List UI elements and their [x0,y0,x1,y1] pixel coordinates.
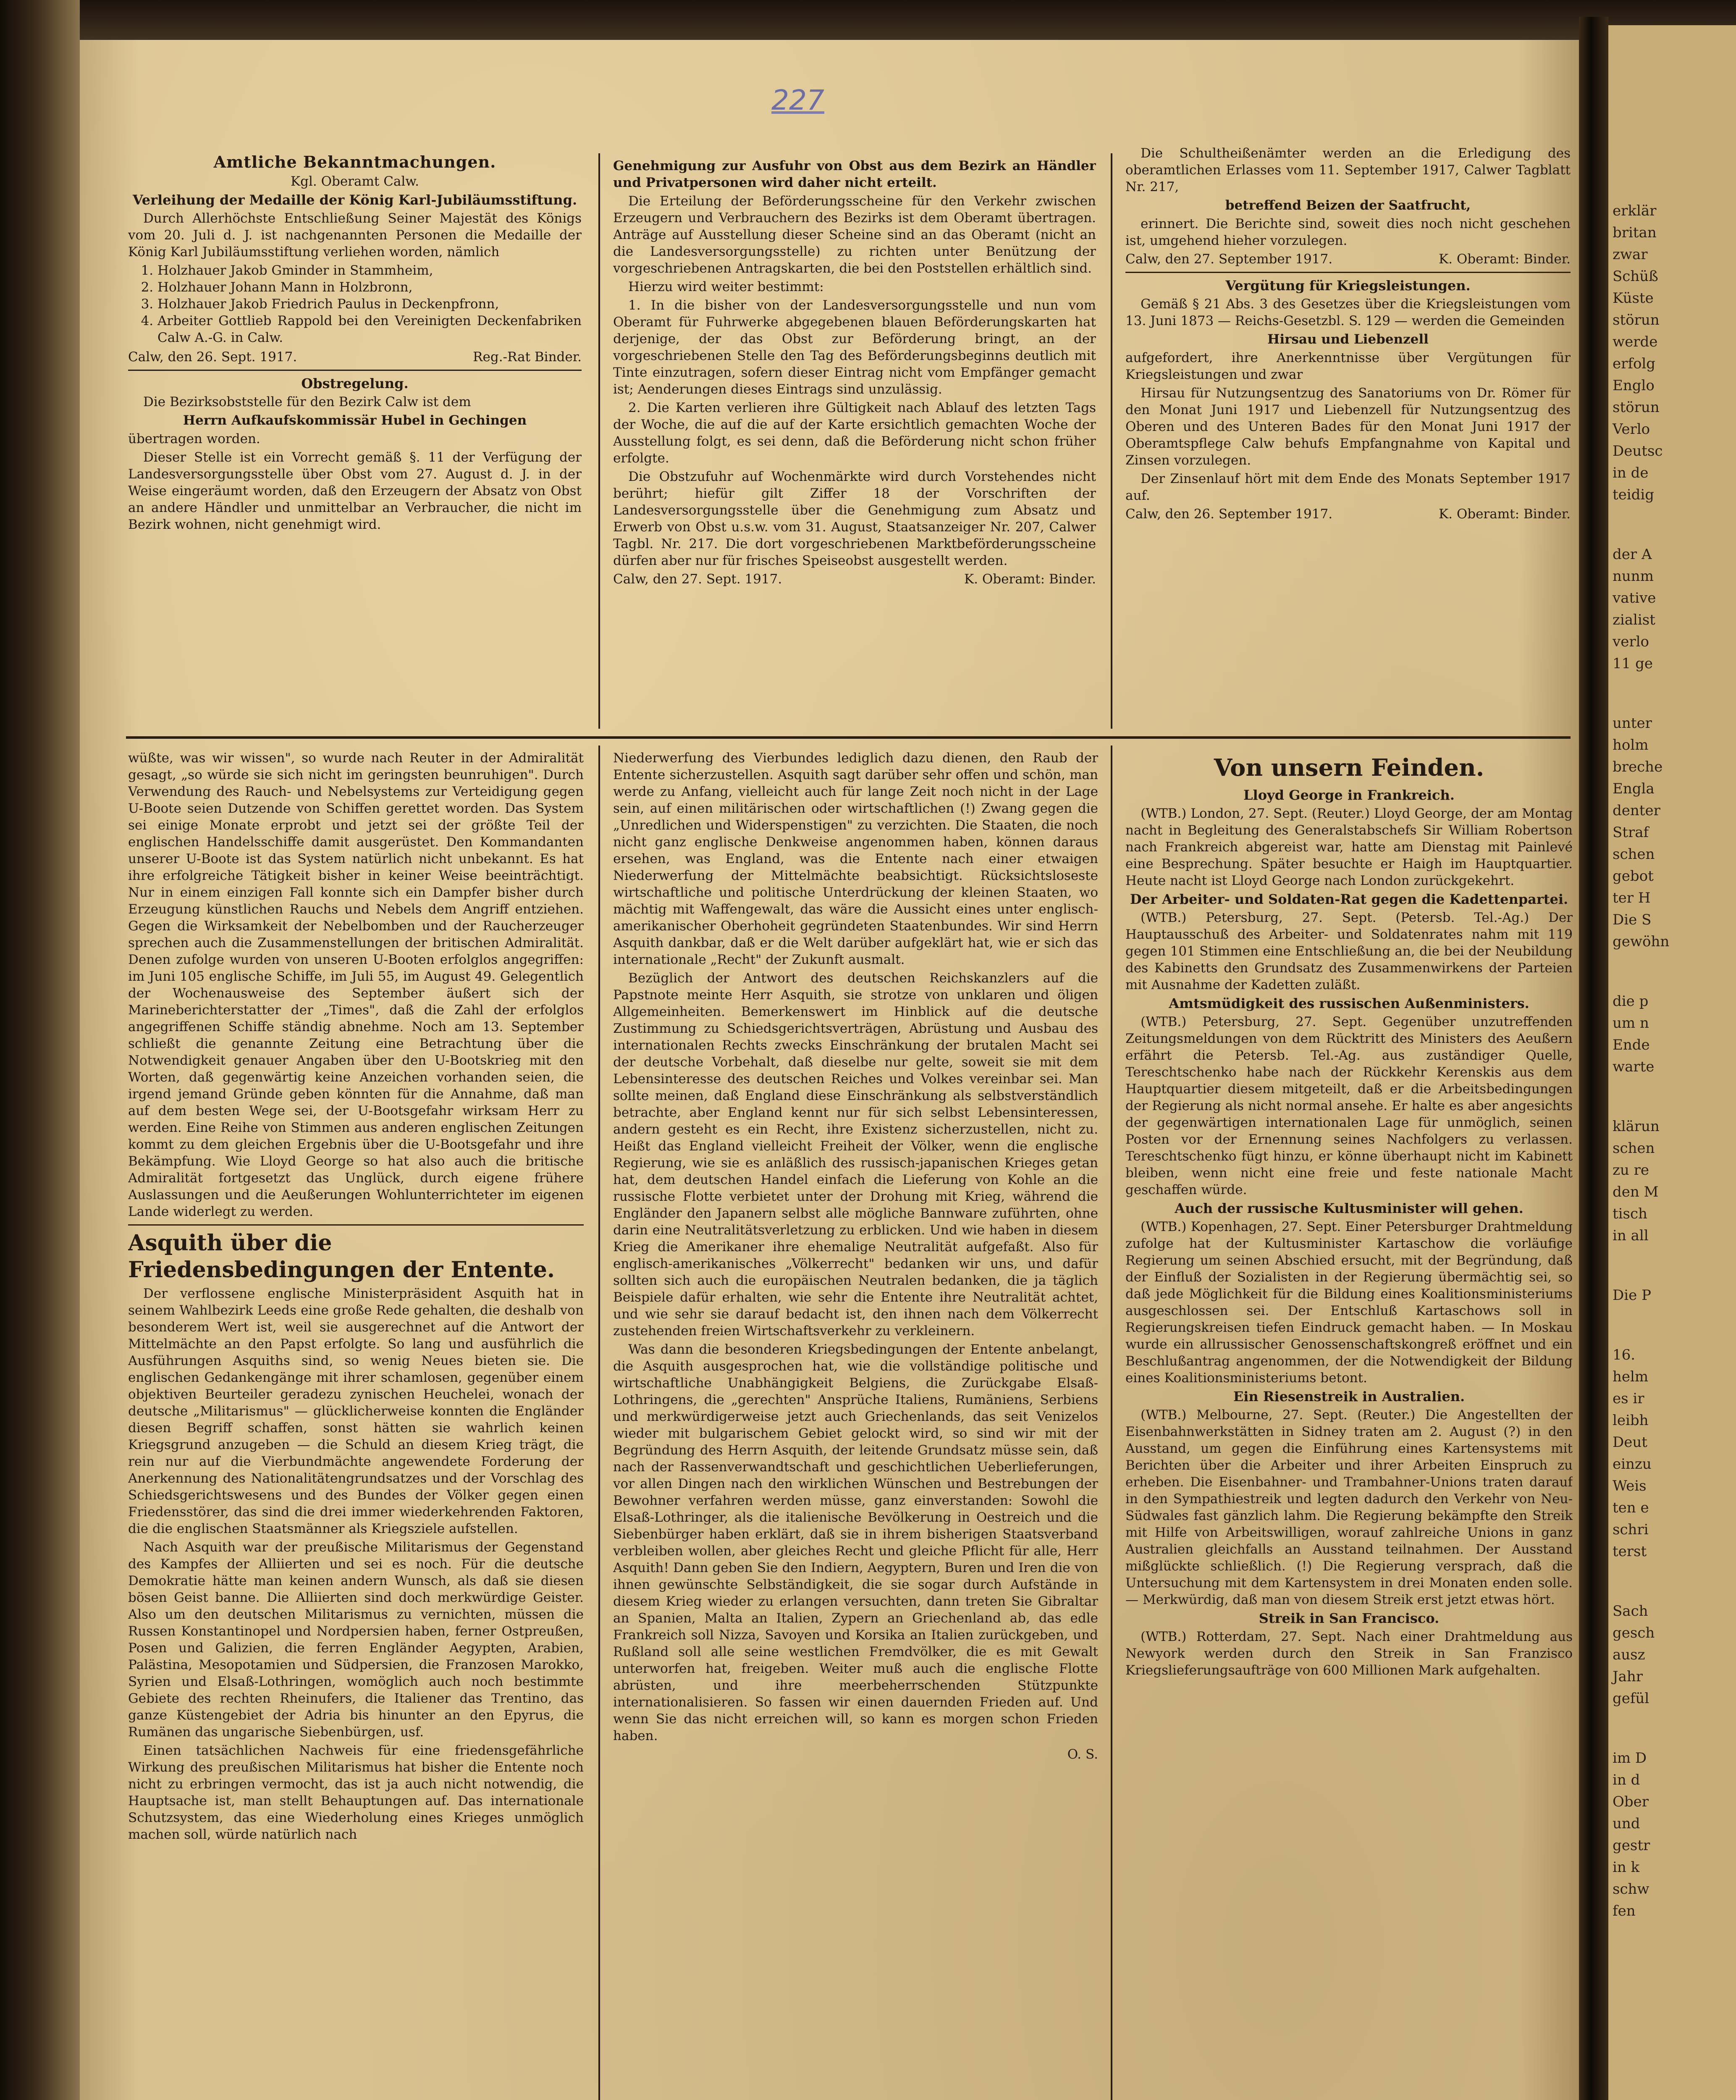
list-item: 1. Holzhauer Jakob Gminder in Stammheim, [157,262,582,279]
page-number: 227 [771,84,824,116]
next-page-fragment: breche [1613,759,1663,775]
next-page-fragment: teidig [1613,486,1655,503]
paragraph: aufgefordert, ihre Anerkenntnisse über Vergütungen für Kriegsleistungen und zwar [1125,350,1571,382]
next-page-fragment: es ir [1613,1390,1644,1407]
next-page-fragment: fen [1613,1903,1636,1919]
next-page-fragment: ten e [1613,1499,1649,1516]
next-page-fragment: zwar [1613,246,1648,263]
signature-name: K. Oberamt: Binder. [1438,252,1571,267]
next-page-fragment: schen [1613,846,1655,863]
next-page-fragment: schen [1613,1140,1655,1157]
subheading: Der Arbeiter- und Soldaten-Rat gegen die Kadettenpartei. [1130,891,1568,907]
next-page-fragment: werde [1613,333,1658,350]
next-page-fragment: denter [1613,802,1660,819]
next-page-fragment: einzu [1613,1456,1652,1473]
next-page-fragment: Sach [1613,1603,1648,1620]
paragraph: betreffend Beizen der Saatfrucht, [1225,198,1471,213]
paragraph: 1. In die bisher von der Landesversorgungsstelle und nun vom Oberamt für Fuhrwerke abgegebenen blauen Beförderungskarten hat derjenige, der das Obst zur Beförderung bringt, an der vorgeschriebenen Stelle den Tag des Beförderungsbeginns deutlich mit Tinte einzutragen, sofern dieser Eintrag nicht vom Empfänger gemacht ist; Aenderungen dieses Eintrags sind unzulässig. [613,298,1096,397]
paragraph: Herrn Aufkaufskommissär Hubel in Gechingen [183,413,527,428]
paragraph: Hierzu wird weiter bestimmt: [628,279,824,294]
signature-name: K. Oberamt: Binder. [1438,507,1571,522]
paragraph: Genehmigung zur Ausfuhr von Obst aus dem Bezirk an Händler und Privatpersonen wird daher nicht erteilt. [613,158,1096,190]
section-heading: Amtliche Bekanntmachungen. [213,152,496,171]
next-page-fragment: zialist [1613,612,1655,628]
page-gutter [1579,17,1608,2100]
next-page-fragment: erklär [1613,202,1657,219]
paragraph: (WTB.) Kopenhagen, 27. Sept. Einer Petersburger Drahtmeldung zufolge hat der Kultusminister Kartaschow die vorläufige Regierung um seinen Abschied ersucht, mit der Begründung, daß der Einfluß der Sozialisten in der Regierung übermächtig sei, so daß jede Möglichkeit für die Bildung eines Koalitionsministeriums ausgeschlossen sei. Der Entschluß Kartaschows soll in Regierungskreisen tiefen Eindruck gemacht haben. — In Moskau wurde ein allrussischer Genossenschaftskongreß eröffnet und ein Beschlußantrag angenommen, der die Notwendigkeit der Bildung eines Koalitionsministeriums betont. [1125,1219,1573,1386]
next-page-fragment: leibh [1613,1412,1649,1429]
next-page-fragment: unter [1613,715,1652,732]
next-page-fragment: und [1613,1815,1640,1832]
column-rule [1111,746,1112,2100]
article-title: Asquith über die Friedensbedingungen der Entente. [128,1230,555,1283]
next-page-fragment: gebot [1613,868,1654,885]
paragraph: (WTB.) London, 27. Sept. (Reuter.) Lloyd George, der am Montag nacht in Begleitung des Generalstabschefs Sir William Robertson nach Frankreich abgereist war, hatte am Dienstag mit Painlevé eine Besprechung. Später besuchte er Haigh im Hauptquartier. Heute nacht ist Lloyd George nach London zurückgekehrt. [1125,806,1573,888]
paragraph: Nach Asquith war der preußische Militarismus der Gegenstand des Kampfes der Alliierten und sei es noch. Für die deutsche Demokratie hätte man keinen andern Wunsch, als daß sie diesen bösen Geist banne. Die Alliierten sind doch merkwürdige Geister. Also um den deutschen Militarismus zu vernichten, müssen die Russen Konstantinopel und Nordpersien haben, ferner Ostpreußen, Posen und Galizien, die ferren Engländer Aegypten, Arabien, Palästina, Mesopotamien und Südpersien, die Franzosen Marokko, Syrien und Elsaß-Lothringen, womöglich auch noch bestimmte Gebiete des rechten Rheinufers, die Italiener das Trentino, das ganze Küstengebiet der Adria bis hinunter an den Epyrus, die Rumänen das ungarische Siebenbürgen, usf. [128,1540,584,1740]
paragraph: Was dann die besonderen Kriegsbedingungen der Entente anbelangt, die Asquith ausgesprochen hat, wie die vollständige politische und wirtschaftliche Unabhängigkeit Belgiens, die Zurückgabe Elsaß-Lothringens, die „gerechten" Ansprüche Italiens, Rumäniens, Serbiens und merkwürdigerweise jetzt auch Griechenlands, das seit Venizelos wieder mit bulgarischem Gebiet gelockt wird, so sind wir mit der Begründung des Herrn Asquith, der leitende Grundsatz müsse sein, daß nach der Rassenverwandtschaft und geschichtlichen Ueberlieferungen, vor allen Dingen nach den wirklichen Wünschen und Bestrebungen der Bewohner verfahren werden müsse, ganz einverstanden: Sowohl die Elsaß-Lothringer, als die italienische Bevölkerung in Oestreich und die Siebenbürger haben erklärt, daß sie in ihrem bisherigen Staatsverband verbleiben wollen, aber gleiches Recht und gleiche Pflicht für alle, Herr Asquith! Dann geben Sie den Indiern, Aegyptern, Buren und Iren die von ihnen gewünschte Selbständigkeit, die sie sogar durch Aufstände in diesem Krieg wieder zu erlangen versuchten, dann treten Sie Gibraltar an Spanien, Malta an Italien, Zypern an Griechenland ab, das edle Frankreich soll Nizza, Savoyen und Korsika an Italien zurückgeben, und Rußland soll alle seine westlichen Fremdvölker, die es mit Gewalt unterworfen hat, freigeben. Weiter muß auch die englische Flotte abrüsten, und ihre meerbeherrschenden Stützpunkte internationalisieren. So fassen wir einen dauernden Frieden auf. Und wenn Sie das nicht erreichen will, so kann es morgen schon Frieden haben. [613,1342,1098,1743]
next-page-fragment: im D [1613,1750,1647,1767]
next-page-fragment: terst [1613,1543,1647,1560]
subheading: Amtsmüdigkeit des russischen Außenministers. [1169,995,1529,1011]
list-item: 3. Holzhauer Jakob Friedrich Paulus in Deckenpfronn, [157,296,582,312]
newspaper-page [80,40,1579,2100]
divider [128,370,582,371]
paragraph: Dieser Stelle ist ein Vorrecht gemäß §. 11 der Verfügung der Landesversorgungsstelle über Obst vom 27. August d. J. in der Weise eingeräumt worden, daß den Erzeugern der Absatz von Obst an andere Händler und unmittelbar an Verbraucher, die nicht im Bezirk wohnen, nicht genehmigt wird. [128,450,582,532]
column-rule [598,153,600,729]
signature-line [1125,506,1571,522]
next-page-fragment: Ober [1613,1793,1649,1810]
next-page-fragment: störun [1613,312,1660,328]
paragraph: (WTB.) Petersburg, 27. Sept. (Petersb. Tel.-Ag.) Der Hauptausschuß des Arbeiter- und Soldatenrates nahm mit 119 gegen 101 Stimmen eine Entschließung an, die bei der Neubildung des Kabinetts den Grundsatz des Zusammenwirkens der Parteien mit Ausnahme der Kadetten zuläßt. [1125,910,1573,992]
next-page-fragment: britan [1613,224,1657,241]
top-col-2 [613,158,1096,733]
list-item: 2. Holzhauer Johann Mann in Holzbronn, [157,279,582,296]
next-page-fragment: ter H [1613,890,1651,906]
bottom-col-1 [128,750,584,2100]
signature-place: Calw, den 27. Sept. 1917. [613,572,782,587]
next-page-fragment: in de [1613,465,1649,481]
next-page-fragment: gesch [1613,1625,1655,1641]
next-page-fragment: Engla [1613,780,1655,797]
paragraph: Der verflossene englische Ministerpräsident Asquith hat in seinem Wahlbezirk Leeds eine große Rede gehalten, die deshalb von besonderem Wert ist, weil sie ausgerechnet auf die Antwort der Mittelmächte an den Papst erfolgte. So lang und ausführlich die Ausführungen Asquiths sind, so wenig Neues bieten sie. Die englischen Gedankengänge mit ihrer schamlosen, gegenüber einem objektiven Beurteiler geradezu zynischen Heuchelei, wonach der deutsche „Militarismus" — glücklicherweise konnten die Engländer diesen Begriff schaffen, sonst hätten sie wahrlich keinen Kriegsgrund anzugeben — die Schuld an diesem Krieg trägt, die rein nur auf die Vierbundmächte angewendete Forderung der Anerkennung des Nationalitätengrundsatzes und der Vorschlag des Schiedsgerichtswesens und des Bundes der Völker gegen einen Friedensstörer, das sind die drei immer wiederkehrenden Faktoren, die die englischen Staatsmänner als Kriegsziele aufstellen. [128,1286,584,1536]
list-item: 4. Arbeiter Gottlieb Rappold bei den Vereinigten Deckenfabriken Calw A.-G. in Calw. [157,312,582,346]
next-page-fragment: der A [1613,546,1652,563]
paragraph: übertragen worden. [128,431,260,446]
subheading: Lloyd George in Frankreich. [1243,787,1455,803]
next-page-fragment: Schüß [1613,268,1658,285]
signature-line [128,349,582,365]
next-page-fragment: Die P [1613,1287,1651,1304]
paragraph: (WTB.) Petersburg, 27. Sept. Gegenüber unzutreffenden Zeitungsmeldungen von dem Rücktritt des Ministers des Aeußern erfährt die Petersb. Tel.-Ag. aus zuständiger Quelle, Tereschtschenko habe nach der Rückkehr Kerenskis aus dem Hauptquartier diesem mitgeteilt, daß er die Arbeitsbedingungen der Regierung als nicht normal ansehe. Er halte es aber angesichts der gegenwärtigen internationalen Lage für unmöglich, seinen Posten vor der Ernennung seines Nachfolgers zu verlassen. Tereschtschenko fügt hinzu, er könne überhaupt nicht im Kabinett bleiben, wenn nicht eine freie und feste nationale Macht geschaffen würde. [1125,1014,1573,1197]
paragraph: Die Obstzufuhr auf Wochenmärkte wird durch Vorstehendes nicht berührt; hiefür gilt Ziffer 18 der Vorschriften der Landesversorgungsstelle über die Genehmigung zum Absatz und Erwerb von Obst u.s.w. vom 31. August, Staatsanzeiger Nr. 207, Calwer Tagbl. Nr. 217. Die dort vorgeschriebenen Marktbeförderungsscheine dürfen aber nur für frisches Speiseobst ausgestellt werden. [613,469,1096,568]
next-page-fragment: Weis [1613,1478,1647,1494]
next-page-fragment: schw [1613,1881,1649,1898]
next-page-fragment: 11 ge [1613,655,1653,672]
next-page-fragment: Ende [1613,1037,1650,1053]
next-page-fragment: den M [1613,1184,1659,1200]
paragraph: erinnert. Die Berichte sind, soweit dies noch nicht geschehen ist, umgehend hieher vorzulegen. [1125,216,1571,248]
next-page-fragment: gewöhn [1613,933,1670,950]
next-page-fragment: Die S [1613,911,1652,928]
next-page-fragment: Deutsc [1613,443,1663,459]
notice-body: Durch Allerhöchste Entschließung Seiner Majestät des Königs vom 20. Juli d. J. ist nachgenannten Personen die Medaille der König Karl Jubiläumsstiftung verliehen worden, nämlich [128,211,582,260]
next-page-fragment: in k [1613,1859,1640,1876]
office-name: Kgl. Oberamt Calw. [290,174,420,189]
next-page-fragment: ausz [1613,1646,1645,1663]
subheading: Ein Riesenstreik in Australien. [1233,1389,1465,1404]
next-page-fragment: gestr [1613,1837,1650,1854]
paragraph: Gemäß § 21 Abs. 3 des Gesetzes über die Kriegsleistungen vom 13. Juni 1873 — Reichs-Gesetzbl. S. 129 — werden die Gemeinden [1125,297,1571,328]
divider [1125,272,1571,273]
next-page-fragment: die p [1613,993,1649,1010]
next-page-fragment: Jahr [1613,1668,1643,1685]
next-page-fragment: Deut [1613,1434,1647,1451]
next-page-fragment: in d [1613,1772,1640,1788]
next-page-fragment: nunm [1613,568,1654,585]
divider [128,1224,584,1226]
next-page-fragment: vative [1613,590,1656,606]
signature-line [1125,251,1571,268]
column-rule [598,746,600,2100]
next-page-fragment: Küste [1613,290,1654,307]
paragraph: (WTB.) Melbourne, 27. Sept. (Reuter.) Die Angestellten der Eisenbahnwerkstätten in Sidney traten am 2. August (?) in den Ausstand, um gegen die Einführung eines Kartensystems mit Berichten über die Arbeiter und ihrer Arbeiten Einspruch zu erheben. Die Eisenbahner- und Trambahner-Unions traten darauf in den Sympathiestreik und legten dadurch den Verkehr von Neu-Südwales fast gänzlich lahm. Die Regierung bekämpfte den Streik mit Hilfe von Arbeitswilligen, worauf zahlreiche Unions in ganz Australien gleichfalls an Ausstand teilnahmen. Der Ausstand mißglückte schließlich. (!) Die Regierung versprach, daß die Untersuchung mit dem Kartensystem in drei Monaten enden solle. — Merkwürdig, daß man von diesem Streik erst jetzt etwas hört. [1125,1407,1573,1607]
next-page-fragment: verlo [1613,633,1649,650]
adjacent-page-edge [1608,25,1736,2100]
signature-name: K. Oberamt: Binder. [964,572,1096,587]
next-page-fragment: holm [1613,737,1649,753]
paragraph: wüßte, was wir wissen", so wurde nach Reuter in der Admiralität gesagt, „so würde sie sich nicht im geringsten beunruhigen". Durch Verwendung des Rauch- und Nebelsystems zur Verteidigung gegen U-Boote seien Dutzende von Schiffen gerettet worden. Das System sei einige Monate erprobt und jetzt sei der größte Teil der englischen Handelsschiffe damit ausgerüstet. Den Kommandanten unserer U-Boote ist das System natürlich nicht unbekannt. Es hat ihre erfolgreiche Tätigkeit bisher in keiner Weise beeinträchtigt. Nur in einem einzigen Fall konnte sich ein Dampfer bisher durch Erzeugung künstlichen Rauchs und Nebels dem Angriff entziehen. Gegen die Wirksamkeit der Nebelbomben und der Raucherzeuger sprechen auch die Zusammenstellungen der britischen Admiralität. Denen zufolge wurden von unseren U-Booten erfolglos angegriffen: im Juni 105 englische Schiffe, im Juli 55, im August 49. Gelegentlich der Wochenausweise des September äußert sich der Marineberichterstatter der „Times", daß die Zahl der erfolglos angegriffenen Schiffe ständig abnehme. Noch am 13. September schließt die genannte Zeitung eine Betrachtung über die Notwendigkeit genauer Angaben über den U-Bootskrieg mit den Worten, daß gegenwärtig keine Anzeichen vorhanden seien, die irgend jemand Gründe geben könnten für die Annahme, daß man auf dem besten Wege sei, der U-Bootsgefahr wirksam Herr zu werden. Eine Reihe von Stimmen aus anderen englischen Zeitungen kommt zu dem gleichen Ergebnis über die U-Bootsgefahr und ihre Bekämpfung. Wie Lloyd George so hat also auch die britische Admiralität fortgesetzt das Unglück, durch eigene frühere Auslassungen und die Aeußerungen Wohlunterrichteter im eigenen Lande widerlegt zu werden. [128,751,584,1219]
subheading: Auch der russische Kultusminister will gehen. [1175,1200,1524,1216]
next-page-fragment: warte [1613,1058,1655,1075]
next-page-fragment: Verlo [1613,421,1650,438]
paragraph: Hirsau für Nutzungsentzug des Sanatoriums von Dr. Römer für den Monat Juni 1917 und Liebenzell für Nutzungsentzug des Oberen und des Unteren Bades für den Monat Juni 1917 der Oberamtspflege Calw behufs Empfangnahme von Kapital und Zinsen vorzulegen. [1125,386,1571,468]
book-binding [0,0,80,2100]
paragraph: Die Schultheißenämter werden an die Erledigung des oberamtlichen Erlasses vom 11. September 1917, Calwer Tagblatt Nr. 217, [1125,146,1571,194]
next-page-fragment: 16. [1613,1347,1636,1363]
paragraph: Niederwerfung des Vierbundes lediglich dazu dienen, den Raub der Entente sicherzustellen. Asquith sagt darüber sehr offen und schön, man werde zu Anfang, vielleicht auch für lange Zeit noch nicht in der Lage sein, auf einen militärischen oder wirtschaftlichen (!) Zwang gegen die „Unredlichen und Widerspenstigen" zu verzichten. Die Staaten, die noch nicht ganz englische Denkweise angenommen haben, können daraus ersehen, was England, was die Entente nach einer etwaigen Niederwerfung der Mittelmächte beabsichtigt. Rücksichtsloseste wirtschaftliche und politische Unterdrückung der kleinen Staaten, wo mächtig mit Waffengewalt, das wäre die Aussicht eines unter englisch-amerikanischer Oberhoheit gegründeten Staatenbundes. Wir sind Herrn Asquith dankbar, daß er die Welt darüber aufgeklärt hat, wie er sich das internationale „Recht" der Zukunft ausmalt. [613,751,1098,967]
next-page-fragment: zu re [1613,1162,1649,1179]
subheading: Streik in San Francisco. [1259,1610,1440,1626]
paragraph: Die Bezirksobststelle für den Bezirk Calw ist dem [143,394,471,410]
next-page-fragment: erfolg [1613,355,1656,372]
next-page-fragment: tisch [1613,1205,1647,1222]
signature-place: Calw, den 27. September 1917. [1125,252,1333,267]
next-page-fragment: helm [1613,1368,1649,1385]
next-page-fragment: störun [1613,399,1660,416]
paragraph: Einen tatsächlichen Nachweis für eine friedensgefährliche Wirkung des preußischen Militarismus hat bisher die Entente noch nicht zu erbringen vermocht, das ist ja auch nicht notwendig, die Hauptsache ist, man stellt Behauptungen auf. Das internationale Schutzsystem, das eine Wiederholung eines Krieges unmöglich machen soll, würde natürlich nach [128,1743,584,1842]
bottom-col-3 [1125,750,1573,2100]
signature-place: Calw, den 26. September 1917. [1125,507,1333,522]
next-page-fragment: in all [1613,1227,1649,1244]
section-rule [126,736,1571,739]
top-col-3 [1125,145,1571,729]
author-initials: O. S. [1067,1747,1098,1762]
bottom-col-2 [613,750,1098,2100]
next-page-fragment: Straf [1613,824,1649,841]
next-page-fragment: klärun [1613,1118,1660,1135]
next-page-fragment: schri [1613,1521,1649,1538]
top-col-1 [128,151,582,731]
notice-title: Verleihung der Medaille der König Karl-Jubiläumsstiftung. [132,192,577,208]
next-page-fragment: Englo [1613,377,1655,394]
article-title: Von unsern Feinden. [1214,754,1484,782]
signature-line [613,571,1096,588]
next-page-fragment: um n [1613,1015,1649,1032]
paragraph: Die Erteilung der Beförderungsscheine für den Verkehr zwischen Erzeugern und Verbrauchern des Bezirks ist dem Oberamt übertragen. Anträge auf Ausstellung dieser Scheine sind an das Oberamt (nicht an die Landesversorgungsstelle) zu richten unter Benützung der vorgeschriebenen Antragskarten, die bei den Poststellen erhältlich sind. [613,194,1096,276]
column-rule [1111,153,1112,729]
signature-name: Reg.-Rat Binder. [473,349,582,365]
next-page-fragment: gefül [1613,1690,1649,1707]
paragraph: Der Zinsenlauf hört mit dem Ende des Monats September 1917 auf. [1125,471,1571,503]
notice-title: Obstregelung. [301,375,409,391]
notice-title: Vergütung für Kriegsleistungen. [1225,278,1471,294]
award-list [128,262,582,346]
paragraph: Hirsau und Liebenzell [1267,332,1429,347]
paragraph: (WTB.) Rotterdam, 27. Sept. Nach einer Drahtmeldung aus Newyork werden durch den Streik in San Franzisco Kriegslieferungsaufträge von 600 Millionen Mark aufgehalten. [1125,1629,1573,1678]
paragraph: Bezüglich der Antwort des deutschen Reichskanzlers auf die Papstnote meinte Herr Asquith, sie strotze von unklaren und öligen Allgemeinheiten. Bemerkenswert im Hinblick auf die deutsche Zustimmung zu Schiedsgerichtsverträgen, Abrüstung und Ausbau des internationalen Rechts zwecks Einschränkung der brutalen Macht sei der deutsche Vorbehalt, daß dieselbe nur gelte, soweit sie mit dem Lebensinteresse des deutschen Reiches und Volkes vereinbar sei. Man sollte meinen, daß England diese Einschränkung als selbstverständlich betrachte, aber England kennt nur für sich selbst Lebensinteressen, andern gesteht es ein Recht, ihre Existenz sicherzustellen, nicht zu. Heißt das England vielleicht Freiheit der Völker, wenn die englische Regierung, wie sie es anläßlich des russisch-japanischen Krieges getan hat, dem deutschen Handel einfach die Lieferung von Kohle an die russische Flotte verbietet unter der Drohung mit Krieg, während die Engländer den Japanern selbst alle mögliche Bannware zuführten, ohne darin eine Neutralitätsverletzung zu erblicken. Und wie haben in diesem Krieg die Amerikaner ihre ehemalige Neutralität aufgefaßt. Also für englisch-amerikanisches „Völkerrecht" bedanken wir uns, und dafür sollten sich auch die europäischen Neutralen bedanken, die ja täglich Beispiele dafür erhalten, wie sehr die Entente ihre Neutralität achtet, und wie sehr sie darauf bedacht ist, den ihnen nach dem Völkerrecht zustehenden freien Wirtschaftsverkehr zu verkleinern. [613,971,1098,1339]
paragraph: 2. Die Karten verlieren ihre Gültigkeit nach Ablauf des letzten Tags der Woche, die auf die auf der Karte ersichtlich gemachten Woche der Ausstellung folgt, es sei denn, daß die Beförderung nicht schon früher erfolgte. [613,400,1096,466]
signature-place: Calw, den 26. Sept. 1917. [128,349,297,365]
